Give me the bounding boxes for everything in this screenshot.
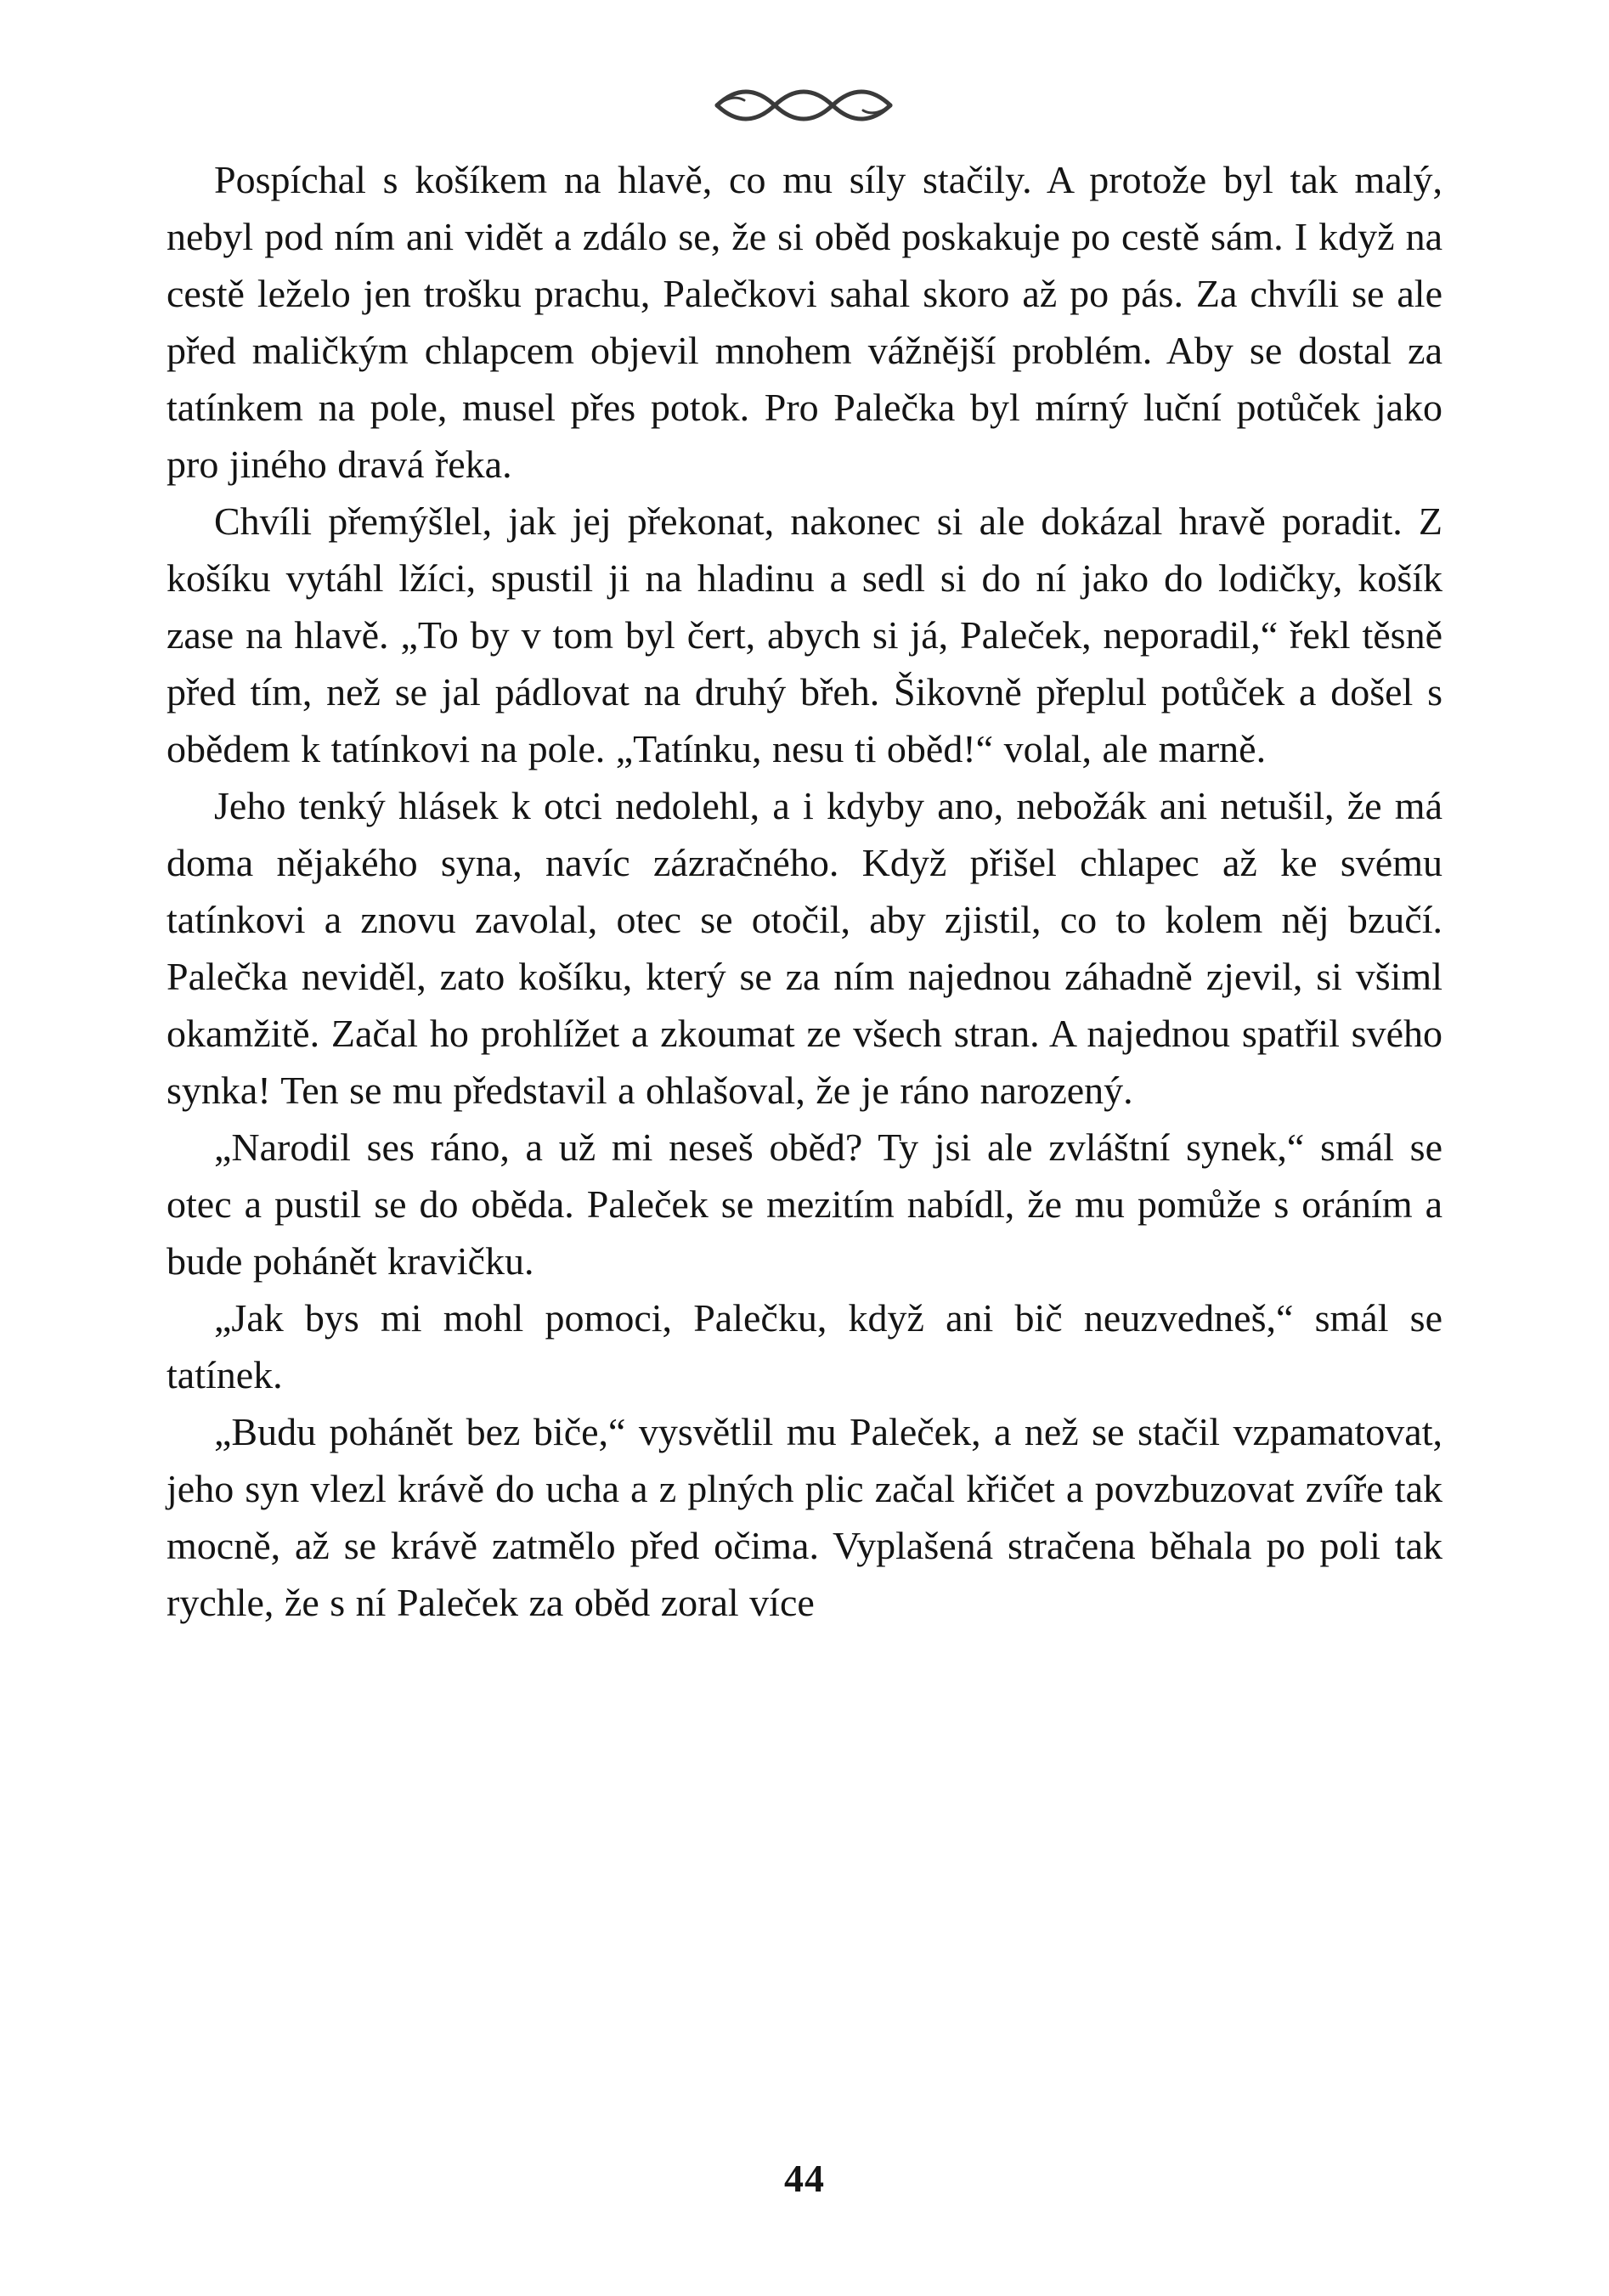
paragraph: „Jak bys mi mohl pomoci, Palečku, když ani bič neuzvedneš,“ smál se tatínek. [167, 1296, 1442, 1396]
paragraph: „Narodil ses ráno, a už mi neseš oběd? Ty jsi ale zvláštní synek,“ smál se otec a pustil se do oběda. Paleček se mezitím nabídl, že mu pomůže s oráním a bude pohánět kravičku. [167, 1125, 1442, 1283]
paragraph: „Budu pohánět bez biče,“ vysvětlil mu Paleček, a než se stačil vzpamatovat, jeho syn vlezl krávě do ucha a z plných plic začal křičet a povzbuzovat zvíře tak mocně, až se krávě zatmělo před očima. Vyplašená stračena běhala po poli tak rychle, že s ní Paleček za oběd zoral více [167, 1410, 1442, 1624]
paragraph: Jeho tenký hlásek k otci nedolehl, a i kdyby ano, nebožák ani netušil, že má doma nějakého syna, navíc zázračného. Když přišel chlapec až ke svému tatínkovi a znovu zavolal, otec se otočil, aby zjistil, co to kolem něj bzučí. Palečka neviděl, zato košíku, který se za ním najednou záhadně zjevil, si všiml okamžitě. Začal ho prohlížet a zkoumat ze všech stran. A najednou spatřil svého synka! Ten se mu představil a ohlašoval, že je ráno narozený. [167, 784, 1442, 1112]
page-number: 44 [784, 2157, 825, 2200]
chapter-divider [167, 0, 1442, 136]
paragraph: Chvíli přemýšlel, jak jej překonat, nakonec si ale dokázal hravě poradit. Z košíku vytáhl lžíci, spustil ji na hladinu a sedl si do ní jako do lodičky, košík zase na hlavě. „To by v tom byl čert, abych si já, Paleček, neporadil,“ řekl těsně před tím, než se jal pádlovat na druhý břeh. Šikovně přeplul potůček a došel s obědem k tatínkovi na pole. „Tatínku, nesu ti oběd!“ volal, ale marně. [167, 499, 1442, 770]
body-text [167, 151, 1442, 1631]
paragraph: Pospíchal s košíkem na hlavě, co mu síly stačily. A protože byl tak malý, nebyl pod ním ani vidět a zdálo se, že si oběd poskakuje po cestě sám. I když na cestě leželo jen trošku prachu, Palečkovi sahal skoro až po pás. Za chvíli se ale před maličkým chlapcem objevil mnohem vážnější problém. Aby se dostal za tatínkem na pole, musel přes potok. Pro Palečka byl mírný luční potůček jako pro jiného dravá řeka. [167, 158, 1442, 486]
flourish-ornament-icon [707, 75, 902, 136]
